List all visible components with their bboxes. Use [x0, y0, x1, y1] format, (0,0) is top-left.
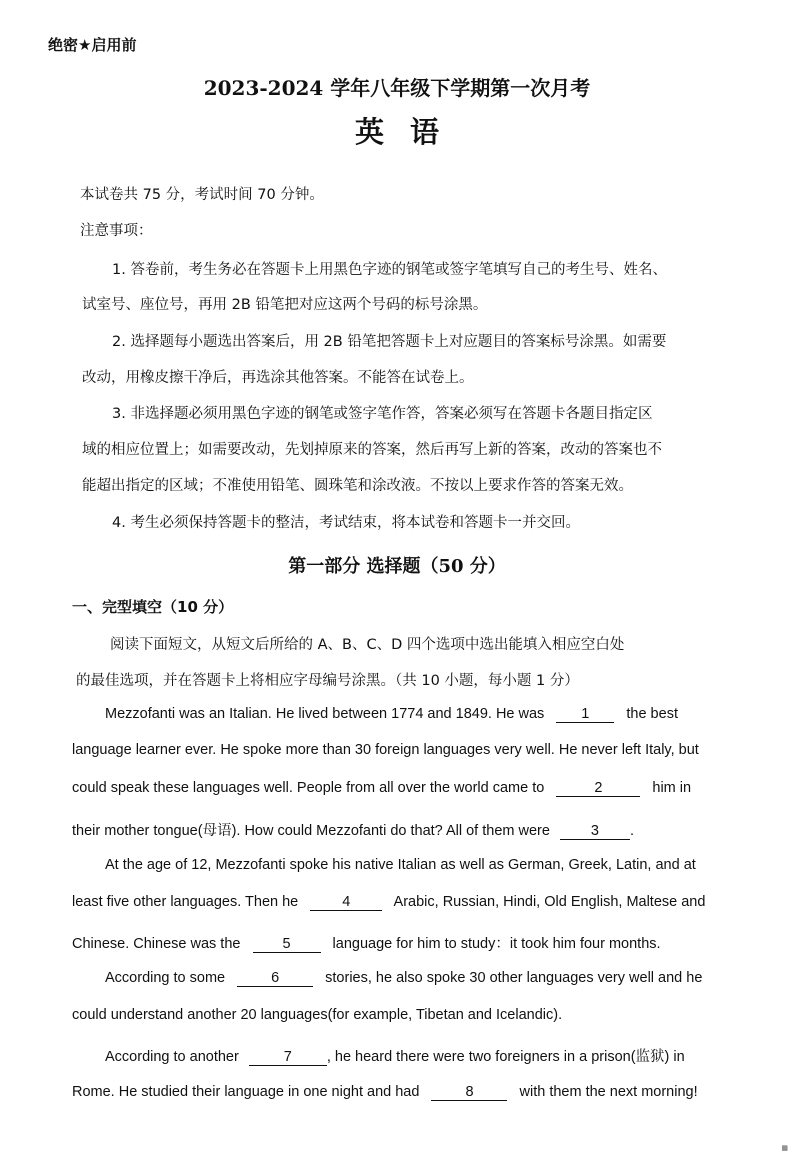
passage-line — [72, 1007, 562, 1023]
passage-line — [72, 742, 699, 758]
passage-text: with them the next morning! — [519, 1084, 698, 1100]
passage-line — [105, 706, 678, 723]
passage-line — [72, 819, 634, 840]
exam-title: 2023-2024 学年八年级下学期第一次月考 — [203, 76, 591, 100]
passage-line — [105, 1045, 685, 1066]
passage-text: Rome. He studied their language in one night and had — [72, 1084, 420, 1100]
passage-text: the best — [626, 706, 678, 722]
passage-text: their mother tongue(母语). How could Mezzofanti do that? All of them were — [72, 823, 550, 839]
passage-text: him in — [652, 780, 692, 796]
passage-line — [72, 1084, 698, 1101]
passage-text: least five other languages. Then he — [72, 894, 299, 910]
note-line: 1. 答卷前，考生务必在答题卡上用黑色字迹的钢笔或签字笔填写自己的考生号、姓名、 — [112, 262, 667, 278]
passage-text: According to some — [105, 970, 226, 986]
note-line: 域的相应位置上；如需要改动，先划掉原来的答案，然后再写上新的答案，改动的答案也不 — [82, 442, 662, 458]
passage-line — [72, 894, 705, 911]
note-line: 试室号、座位号，再用 2B 铅笔把对应这两个号码的标号涂黑。 — [82, 297, 488, 313]
passage-text: could understand another 20 languages(for example, Tibetan and Icelandic). — [72, 1007, 563, 1023]
passage-line — [72, 780, 691, 797]
answer-blank[interactable]: 7 — [249, 1050, 327, 1066]
passage-text: language for him to study：it took him four months. — [332, 936, 661, 952]
passage-text: Mezzofanti was an Italian. He lived between 1774 and 1849. He was — [105, 706, 545, 722]
secret-mark: 绝密★启用前 — [48, 36, 137, 54]
passage-text: language learner ever. He spoke more than 30 foreign languages very well. He never left Italy, but — [72, 742, 699, 758]
instruction-line: 阅读下面短文，从短文后所给的 A、B、C、D 四个选项中选出能填入相应空白处 — [110, 637, 625, 653]
answer-blank[interactable]: 4 — [310, 895, 382, 911]
note-line: 4. 考生必须保持答题卡的整洁，考试结束，将本试卷和答题卡一并交回。 — [112, 515, 580, 531]
exam-info: 本试卷共 75 分，考试时间 70 分钟。 — [80, 187, 324, 203]
passage-text: could speak these languages well. People from all over the world came to — [72, 780, 545, 796]
note-line: 3. 非选择题必须用黑色字迹的钢笔或签字笔作答，答案必须写在答题卡各题目指定区 — [112, 406, 653, 422]
passage-text: At the age of 12, Mezzofanti spoke his native Italian as well as German, Greek, Latin, and at — [105, 857, 696, 873]
part-title: 一、完型填空（10 分） — [72, 598, 234, 616]
answer-blank[interactable]: 8 — [431, 1085, 507, 1101]
note-line: 能超出指定的区域；不准使用铅笔、圆珠笔和涂改液。不按以上要求作答的答案无效。 — [82, 478, 633, 494]
passage-text: . — [629, 823, 634, 839]
answer-blank[interactable]: 1 — [556, 707, 614, 723]
subject-title: 英语 — [354, 115, 465, 149]
passage-text: Chinese. Chinese was the — [72, 936, 241, 952]
scan-watermark-icon: ▦ — [781, 1144, 788, 1152]
answer-blank[interactable]: 5 — [253, 937, 321, 953]
passage-text: According to another — [105, 1049, 239, 1065]
notes-heading: 注意事项： — [80, 223, 153, 239]
note-line: 改动，用橡皮擦干净后，再选涂其他答案。不能答在试卷上。 — [82, 370, 474, 386]
instruction-line: 的最佳选项，并在答题卡上将相应字母编号涂黑。（共 10 小题，每小题 1 分） — [76, 673, 579, 689]
passage-text: , he heard there were two foreigners in a prison(监狱) in — [326, 1049, 685, 1065]
answer-blank[interactable]: 6 — [237, 971, 313, 987]
answer-blank[interactable]: 3 — [560, 824, 630, 840]
passage-line — [105, 857, 696, 873]
passage-text: Arabic, Russian, Hindi, Old English, Maltese and — [393, 894, 706, 910]
passage-line — [105, 970, 702, 987]
passage-line — [72, 932, 661, 953]
note-line: 2. 选择题每小题选出答案后，用 2B 铅笔把答题卡上对应题目的答案标号涂黑。如需要 — [112, 334, 667, 350]
answer-blank[interactable]: 2 — [556, 781, 640, 797]
passage-text: stories, he also spoke 30 other languages very well and he — [325, 970, 703, 986]
section-title: 第一部分 选择题（50 分） — [288, 556, 506, 577]
